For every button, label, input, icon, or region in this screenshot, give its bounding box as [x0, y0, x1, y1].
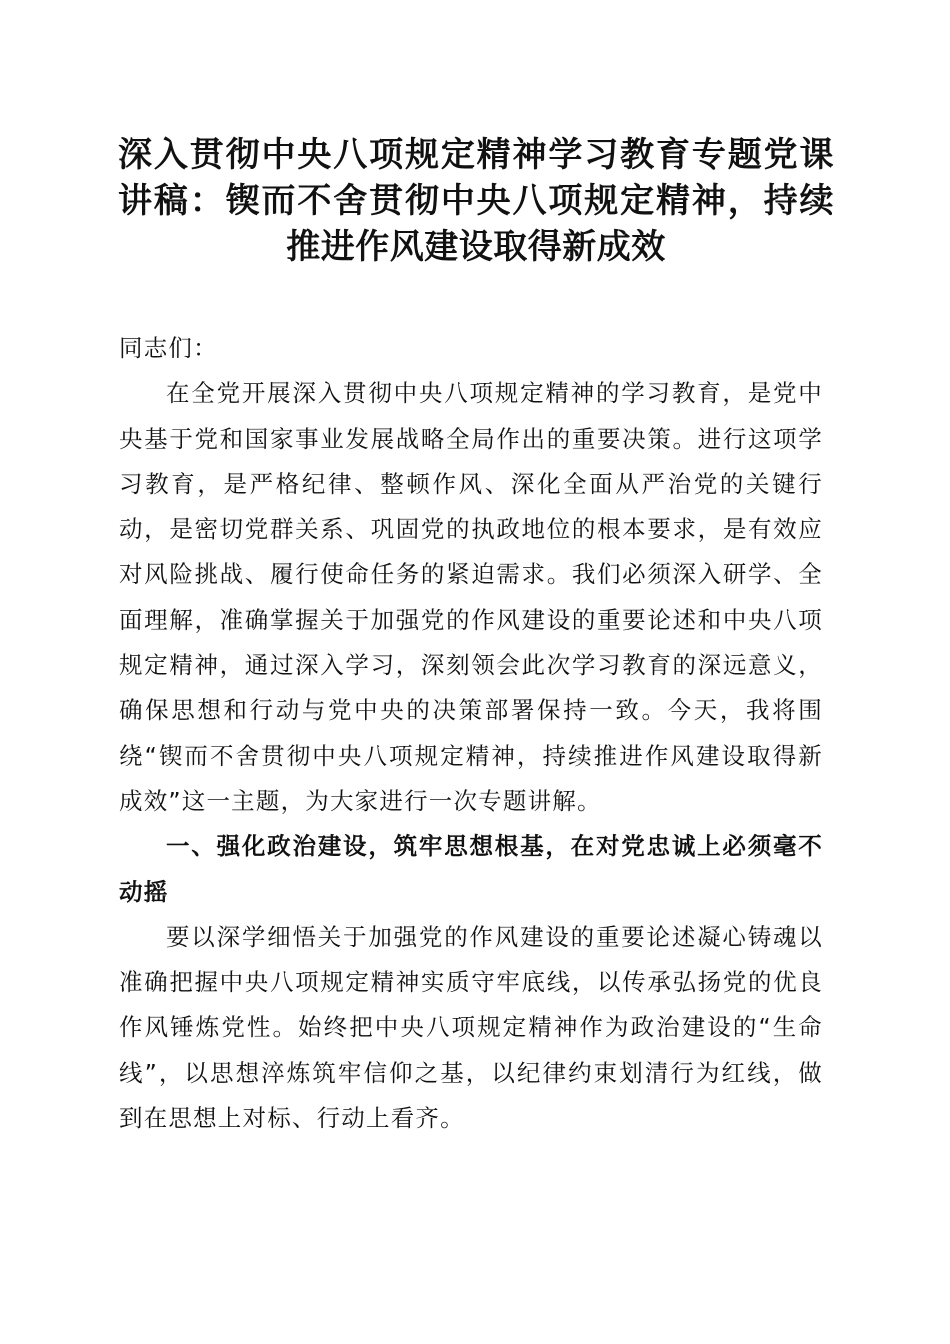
- document-title: 深入贯彻中央八项规定精神学习教育专题党课讲稿：锲而不舍贯彻中央八项规定精神，持续推进作风建设取得新成效: [118, 135, 834, 267]
- intro-paragraph: 在全党开展深入贯彻中央八项规定精神的学习教育，是党中央基于党和国家事业发展战略全局作出的重要决策。进行这项学习教育，是严格纪律、整顿作风、深化全面从严治党的关键行动，是密切党群关系、巩固党的执政地位的根本要求，是有效应对风险挑战、履行使命任务的紧迫需求。我们必须深入研学、全面理解，准确掌握关于加强党的作风建设的重要论述和中央八项规定精神，通过深入学习，深刻领会此次学习教育的深远意义，确保思想和行动与党中央的决策部署保持一致。今天，我将围绕“锲而不舍贯彻中央八项规定精神，持续推进作风建设取得新成效”这一主题，为大家进行一次专题讲解。: [119, 379, 823, 815]
- document-body: [119, 326, 823, 1141]
- salutation: 同志们：: [119, 334, 218, 362]
- section-paragraph-1: 要以深学细悟关于加强党的作风建设的重要论述凝心铸魂以准确把握中央八项规定精神实质守牢底线，以传承弘扬党的优良作风锤炼党性。始终把中央八项规定精神作为政治建设的“生命线”，以思想淬炼筑牢信仰之基，以纪律约束划清行为红线，做到在思想上对标、行动上看齐。: [119, 922, 823, 1133]
- section-heading-1: 一、强化政治建设，筑牢思想根基，在对党忠诚上必须毫不动摇: [119, 832, 823, 906]
